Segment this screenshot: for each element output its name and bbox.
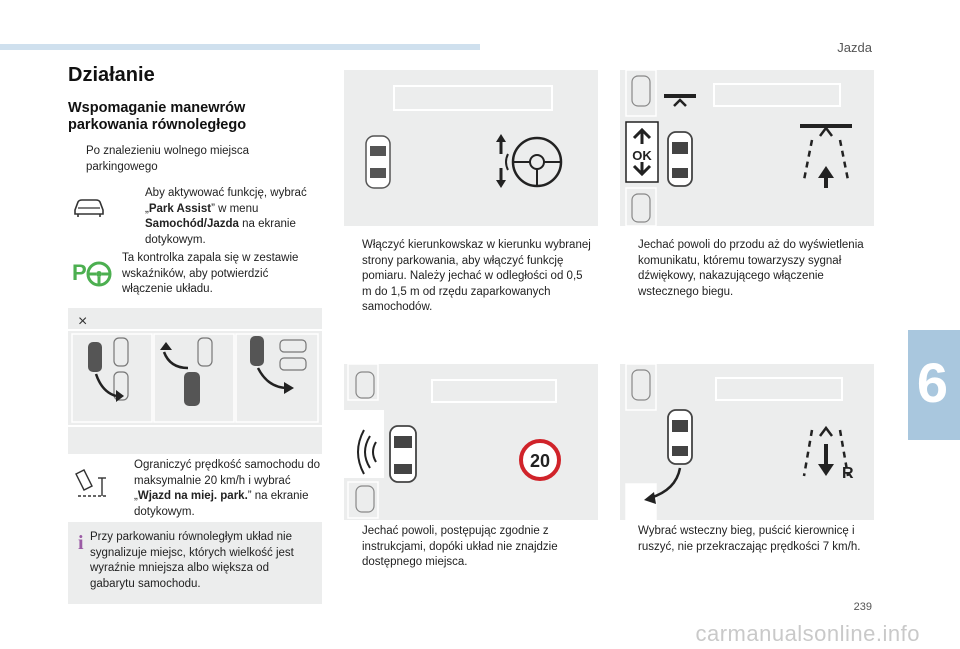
ok-label: OK	[632, 148, 652, 163]
diagram-indicator	[344, 70, 598, 226]
step-indicator-text: Włączyć kierunkowskaz w kierunku wybranej strony parkowania, aby włączyć funkcję pomiaru. Należy jechać w odległości od 0,5 m do 1,5 m od rzędu zaparkowanych samochodów.	[362, 239, 591, 313]
menu-path-label: Samochód/Jazda	[145, 218, 239, 230]
step-speed	[116, 458, 322, 520]
lamp-description: Ta kontrolka zapala się w zestawie wskaźników, aby potwierdzić włączenie układu.	[122, 252, 299, 295]
car-menu-icon	[72, 196, 106, 218]
diagram-search	[344, 364, 598, 520]
chapter-number: 6	[916, 351, 948, 414]
step-indicator	[344, 238, 594, 316]
diagram-forward	[620, 70, 874, 226]
step-activate-pre: Aby aktywować funkcję, wybrać „	[145, 187, 307, 215]
section-subtitle: Wspomaganie manewrów parkowania równoległego	[68, 100, 247, 133]
step-activate-mid: ” w menu	[211, 202, 259, 215]
step-forward-text: Jechać powoli do przodu aż do wyświetlenia komunikatu, któremu towarzyszy sygnał dźwiękowy, nakazującego włączenie wstecznego biegu.	[638, 239, 864, 298]
step-forward	[620, 238, 876, 300]
touchscreen-diagram	[68, 308, 322, 454]
park-assist-label: Park Assist	[148, 202, 212, 215]
speed-limit-screen-icon	[72, 466, 114, 500]
watermark: carmanualsonline.info	[695, 621, 920, 646]
step-reverse	[620, 524, 876, 555]
page-number: 239	[853, 601, 872, 613]
step-intro-text: Po znalezieniu wolnego miejsca parkingowego	[86, 145, 250, 173]
top-accent-bar	[0, 44, 480, 50]
speed-limit-label: 20	[529, 451, 551, 471]
lamp-letter: P	[72, 260, 87, 285]
entry-label: Wjazd na miej. park.	[137, 490, 248, 502]
step-speed-post: ” na ekranie dotykowym.	[134, 490, 309, 518]
close-icon: ×	[78, 313, 88, 330]
step-reverse-text: Wybrać wsteczny bieg, puścić kierownicę i ruszyć, nie przekraczając prędkości 7 km/h.	[638, 525, 861, 553]
park-assist-lamp-icon	[70, 258, 114, 290]
info-text: Przy parkowaniu równoległym układ nie sygnalizuje miejsc, których wielkość jest wyraźnie mniejsza albo większa od gabarytu samochodu.	[90, 531, 294, 590]
diagram-reverse	[620, 364, 874, 520]
step-activate-post: na ekranie dotykowym.	[145, 218, 296, 246]
step-speed-pre: Ograniczyć prędkość samochodu do maksymalnie 20 km/h i wybrać „	[134, 459, 321, 502]
step-slow-text: Jechać powoli, postępując zgodnie z instrukcjami, dopóki układ nie znajdzie dostępnego miejsca.	[362, 525, 558, 568]
info-box	[68, 522, 322, 604]
info-icon: i	[78, 532, 84, 554]
step-slow	[344, 524, 594, 571]
reverse-gear-label: R	[842, 465, 854, 482]
step-intro	[68, 144, 298, 175]
step-activate	[127, 186, 317, 248]
section-label: Jazda	[837, 40, 872, 55]
page-title: Działanie	[68, 64, 155, 86]
